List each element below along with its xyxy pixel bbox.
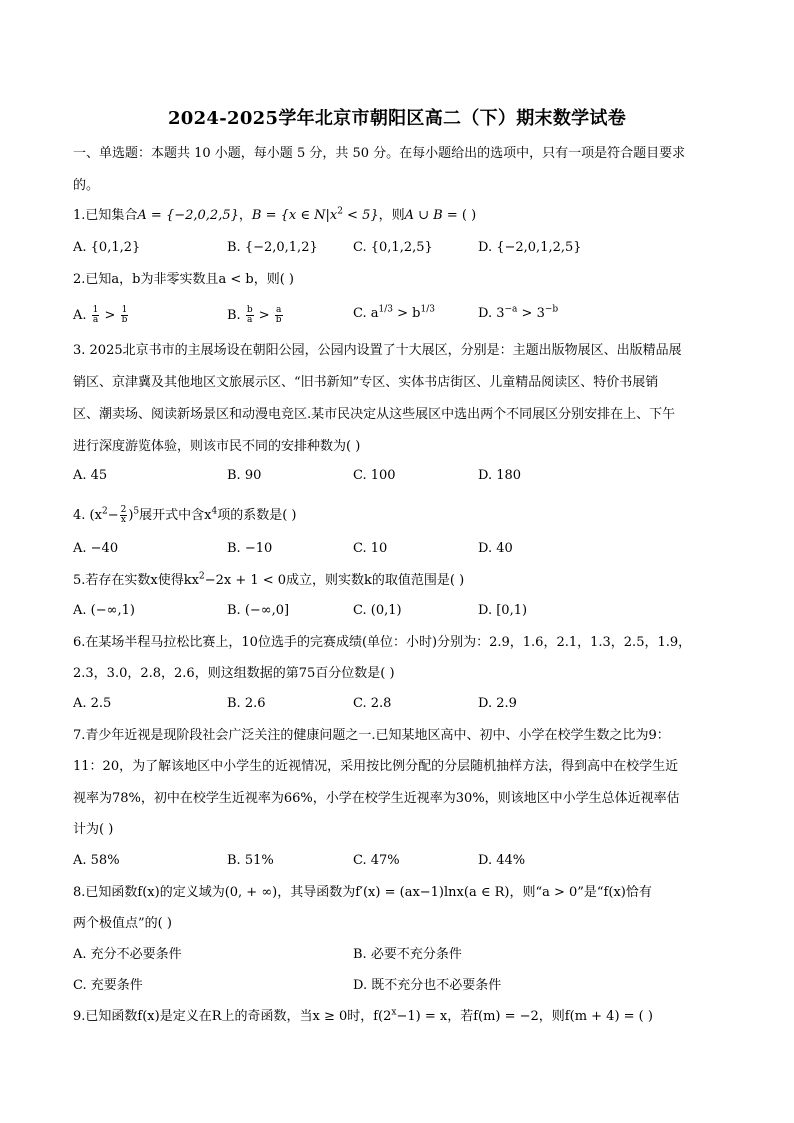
question-7-option-b: B. 51% [227, 853, 274, 868]
section-instruction-line1: 一、单选题：本题共 10 小题，每小题 5 分，共 50 分。在每小题给出的选项中，只有一项是符合题目要求 [73, 146, 686, 161]
question-1-option-d: D. {−2,0,1,2,5} [478, 240, 582, 255]
question-7-option-c: C. 47% [353, 853, 400, 868]
question-4-option-c: C. 10 [353, 541, 388, 556]
question-8-option-d: D. 既不充分也不必要条件 [353, 978, 502, 993]
question-4-option-a: A. −40 [73, 541, 119, 556]
question-7-line4: 计为( ) [73, 822, 114, 837]
question-3-option-b: B. 90 [227, 468, 262, 483]
question-8-line1: 8.已知函数f(x)的定义域为(0, + ∞)，其导函数为f′(x) = (ax−1)lnx(a ∈ R)，则“a > 0”是“f(x)恰有 [73, 885, 652, 900]
question-3-line4: 进行深度游览体验，则该市民不同的安排种数为( ) [73, 439, 361, 454]
question-4-option-b: B. −10 [227, 541, 273, 556]
question-5-option-c: C. (0,1) [353, 603, 402, 618]
question-7-line3: 视率为78%，初中在校学生近视率为66%，小学在校学生近视率为30%，则该地区中小学生总体近视率估 [73, 791, 680, 806]
question-3-option-d: D. 180 [478, 468, 522, 483]
question-3-option-a: A. 45 [73, 468, 108, 483]
question-8-line2: 两个极值点”的( ) [73, 916, 172, 931]
question-5-option-a: A. (−∞,1) [73, 603, 135, 618]
question-5-option-d: D. [0,1) [478, 603, 528, 618]
question-1-option-c: C. {0,1,2,5} [353, 240, 433, 255]
question-8-option-b: B. 必要不充分条件 [353, 947, 462, 962]
question-2-stem: 2.已知a，b为非零实数且a < b，则( ) [73, 272, 294, 287]
section-instruction-line2: 的。 [73, 178, 100, 193]
question-3-option-c: C. 100 [353, 468, 396, 483]
question-5-option-b: B. (−∞,0] [227, 603, 290, 618]
question-2-option-c: C. $a^{1/3} > b^{1/3}$ [353, 304, 435, 321]
question-1-stem: 1.已知集合A = {−2,0,2,5}，B = {x ∈ $N|x^2 < 5$}，则A ∪ B = ( ) [73, 206, 477, 223]
question-6-option-b: B. 2.6 [227, 696, 266, 711]
question-6-option-a: A. 2.5 [73, 696, 112, 711]
page-title: 2024-2025学年北京市朝阳区高二（下）期末数学试卷 [167, 108, 627, 129]
question-6-line2: 2.3，3.0，2.8，2.6，则这组数据的第75百分位数是( ) [73, 666, 395, 681]
question-1-option-a: A. {0,1,2} [73, 240, 141, 255]
question-5-stem: 5.若存在实数x使得$kx^2-2x + 1 < 0$成立，则实数k的取值范围是( ) [73, 571, 465, 588]
question-2-option-b: B. $\frac{b}{a}$ > $\frac{a}{b}$ [227, 305, 282, 325]
question-6-option-c: C. 2.8 [353, 696, 392, 711]
question-3-line1: 3. 2025北京书市的主展场设在朝阳公园，公园内设置了十大展区，分别是：主题出版物展区、出版精品展 [73, 343, 682, 358]
question-1-option-b: B. {−2,0,1,2} [227, 240, 318, 255]
question-6-option-d: D. 2.9 [478, 696, 517, 711]
question-2-option-a: A. $\frac{1}{a}$ > $\frac{1}{b}$ [73, 305, 128, 325]
question-6-line1: 6.在某场半程马拉松比赛上，10位选手的完赛成绩(单位：小时)分别为：2.9，1.6，2.1，1.3，2.5，1.9， [73, 635, 692, 650]
question-7-option-d: D. 44% [478, 853, 526, 868]
question-3-line2: 销区、京津冀及其他地区文旅展示区、“旧书新知”专区、实体书店街区、儿童精品阅读区、特价书展销 [73, 375, 659, 390]
question-7-option-a: A. 58% [73, 853, 120, 868]
question-4-stem: 4. ($x^2-$ $\frac{2}{x}$ )$^5$展开式中含$x^4$项的系数是( ) [73, 505, 297, 525]
question-8-option-c: C. 充要条件 [73, 978, 143, 993]
question-9-stem: 9.已知函数f(x)是定义在R上的奇函数，当x ≥ 0时，$f(2^x-1) = x$，若f(m) = −2，则f(m + 4) = ( ) [73, 1007, 653, 1024]
question-7-line1: 7.青少年近视是现阶段社会广泛关注的健康问题之一.已知某地区高中、初中、小学在校学生数之比为9： [73, 728, 670, 743]
question-8-option-a: A. 充分不必要条件 [73, 947, 182, 962]
question-3-line3: 区、潮卖场、阅读新场景区和动漫电竞区.某市民决定从这些展区中选出两个不同展区分别安排在上、下午 [73, 407, 676, 422]
question-4-option-d: D. 40 [478, 541, 513, 556]
question-2-option-d: D. $3^{-a} > 3^{-b}$ [478, 304, 559, 321]
question-7-line2: 11：20，为了解该地区中小学生的近视情况，采用按比例分配的分层随机抽样方法，得到高中在校学生近 [73, 759, 679, 774]
